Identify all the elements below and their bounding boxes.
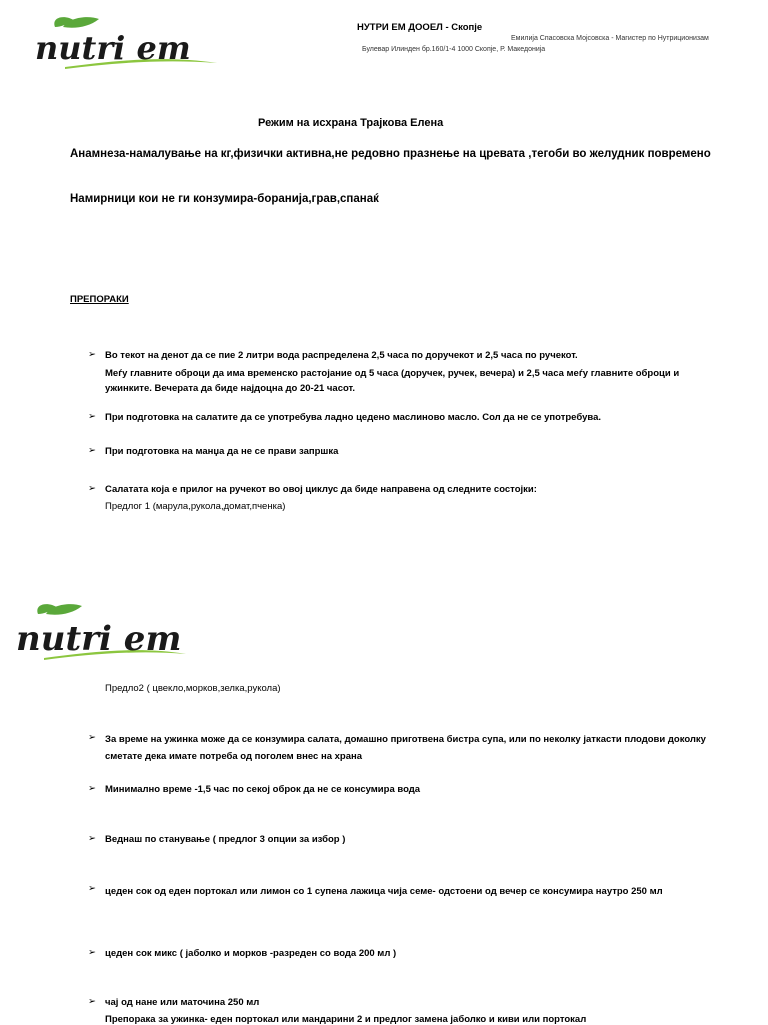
nutri-em-logo-page2 <box>14 602 194 664</box>
bullet-icon: ➢ <box>88 483 96 494</box>
list-item: При подготовка на манџа да не се прави запршка <box>105 446 339 457</box>
company-name: НУТРИ ЕМ ДООЕЛ - Скопје <box>357 22 483 33</box>
document-title: Режим на исхрана Трајкова Елена <box>258 117 444 129</box>
bullet-icon: ➢ <box>88 833 96 844</box>
proposal-1: Предлог 1 (марула,рукола,домат,пченка) <box>105 501 286 512</box>
company-address: Булевар Илинден бр.160/1-4 1000 Скопје, Р. Македонија <box>362 46 546 53</box>
bullet-icon: ➢ <box>88 883 96 894</box>
list-item: Меѓу главните оброци да има временско растојание од 5 часа (доручек, ручек, вечера) и 2,5 часа меѓу главните оброци и ужинките. Вечерата да биде најдоцна до 20-21 часот. <box>105 368 680 394</box>
list-item: Веднаш по станување ( предлог 3 опции за избор ) <box>105 834 346 845</box>
bullet-icon: ➢ <box>88 411 96 422</box>
list-item: цеден сок микс ( јаболко и морков -разреден со вода 200 мл ) <box>105 948 397 959</box>
author-line: Емилија Спасовска Мојсовска - Магистер по Нутриционизам <box>511 35 709 42</box>
bullet-icon: ➢ <box>88 445 96 456</box>
bullet-icon: ➢ <box>88 996 96 1007</box>
list-item: Минимално време -1,5 час по секој оброк да не се консумира вода <box>105 784 421 795</box>
snack-recommendation: Препорака за ужинка- еден портокал или мандарини 2 и предлог замена јаболко и киви или портокал <box>105 1014 587 1025</box>
bullet-icon: ➢ <box>88 349 96 360</box>
svg-text:nutri em: nutri em <box>35 29 191 67</box>
anamnesis: Анамнеза-намалување на кг,физички активна,не редовно празнење на цревата ,тегоби во желудник повремено <box>70 148 711 160</box>
list-item: За време на ужинка може да се конзумира салата, домашно приготвена бистра супа, или по неколку јаткасти плодови доколку сметате дека имате потреба од поголем внес на храна <box>105 734 706 762</box>
recommendations-heading: ПРЕПОРАКИ <box>70 294 129 305</box>
bullet-icon: ➢ <box>88 783 96 794</box>
svg-text:nutri em: nutri em <box>16 619 182 659</box>
list-item: Во текот на денот да се пие 2 литри вода распределена 2,5 часа по доручекот и 2,5 часа по ручекот. <box>105 350 578 361</box>
list-item: Салатата која е прилог на ручекот во овој циклус да биде направена од следните состојки: <box>105 484 537 495</box>
list-item: При подготовка на салатите да се употребува ладно цедено маслиново масло. Сол да не се употребува. <box>105 412 601 423</box>
list-item: цеден сок од еден портокал или лимон со 1 супена лажица чија семе- одстоени од вечер се консумира наутро 250 мл <box>105 886 663 897</box>
bullet-icon: ➢ <box>88 732 96 743</box>
excluded-foods: Намирници кои не ги конзумира-боранија,грав,спанаќ <box>70 193 379 205</box>
nutri-em-logo <box>33 15 223 73</box>
list-item: чај од нане или маточина 250 мл <box>105 997 260 1008</box>
proposal-2: Предло2 ( цвекло,морков,зелка,рукола) <box>105 683 281 694</box>
bullet-icon: ➢ <box>88 947 96 958</box>
